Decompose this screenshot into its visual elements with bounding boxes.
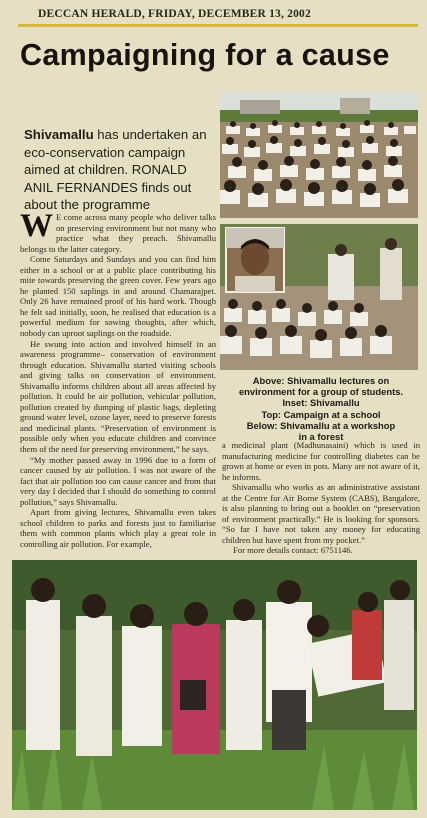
caption-line-top: Top: Campaign at a school xyxy=(261,408,381,420)
drop-cap: W xyxy=(20,208,53,244)
caption-line-above-2: environment for a group of students. xyxy=(238,386,404,398)
photo-caption xyxy=(222,375,420,442)
article-paragraph: Apart from giving lectures, Shivamallu even takes school children to parks and forests just to familiarise them with common plants which play a great role in controlling air pollution. For example, xyxy=(20,507,216,549)
caption-line-below-2: in a forest xyxy=(298,431,344,443)
caption-line-inset: Inset: Shivamallu xyxy=(282,397,360,409)
article-column-left xyxy=(20,208,216,550)
article-paragraph: “My mother passed away in 1996 due to a form of cancer caused by air pollution. I was not aware of the fact that air pollution too can cause cancer and from that very day I decided that I should do something to control pollution,” says Shivamallu. xyxy=(20,454,216,507)
headline: Campaigning for a cause xyxy=(20,38,390,72)
photo-forest-workshop xyxy=(12,560,417,810)
caption-line-below: Below: Shivamallu at a workshop xyxy=(246,419,396,431)
article-paragraph: Shivamallu who works as an administrative assistant at the Centre for Air Borne System (CABS), Bangalore, is also planning to bring out a booklet on “preservation of environment practically.” He is looking for sponsors. “So far I have not taken any money for educating children but have spent from my pocket.” xyxy=(222,482,420,545)
contact-line: For more details contact: 6751146. xyxy=(233,545,353,555)
standfirst-text-2: finds out about the programme xyxy=(24,179,192,213)
masthead-dateline: DECCAN HERALD, FRIDAY, DECEMBER 13, 2002 xyxy=(38,8,311,20)
article-column-right xyxy=(222,440,420,545)
standfirst xyxy=(24,126,214,214)
masthead-rule xyxy=(18,24,418,27)
photo-lecture xyxy=(220,224,418,370)
article-paragraph: W E come across many people who deliver talks on preserving environment but not many who practice what they preach. Shivamallu belongs to the latter category. xyxy=(20,208,216,254)
article-paragraph: a medicinal plant (Madhunasaini) which is used in manufacturing medicine for controlling diabetes can be grown at home or even in pots. Many are not aware of it, he informs. xyxy=(222,440,420,482)
photo-school-campaign xyxy=(220,92,418,218)
article-paragraph: Come Saturdays and Sundays and you can find him either in a school or at a public place contributing his mite towards preserving the green cover. Few years ago he planted 150 saplings in and around Chamarajpet. Only 26 have remained proof of his hard work. Though he felt sad initially, soon, he realised that education is a powerful medium for sowing thoughts, after which, nobody can uproot saplings on the roadside. xyxy=(20,254,216,339)
standfirst-author: RONALD ANIL FERNANDES xyxy=(24,162,187,195)
article-paragraph: He swung into action and involved himself in an awareness programme– conservation of environment through education. Shivamallu started visiting schools and giving talks on conservation of environment. Shivamallu informs children about all areas affected by pollution. It could be air pollution, vehicular pollution, pollution created by dumping of plastic bags, depleting ground water level, ozone layer, need to preserve forests and medicinal plants. “Preservation of environment is possible only when you educate children and convince them of the need for preserving environment,” he says. xyxy=(20,338,216,455)
standfirst-name: Shivamallu xyxy=(24,127,94,142)
standfirst-text-1: has undertaken an eco-conservation campaign aimed at children. xyxy=(24,127,207,178)
caption-line-above: Above: Shivamallu lectures on xyxy=(252,375,390,386)
